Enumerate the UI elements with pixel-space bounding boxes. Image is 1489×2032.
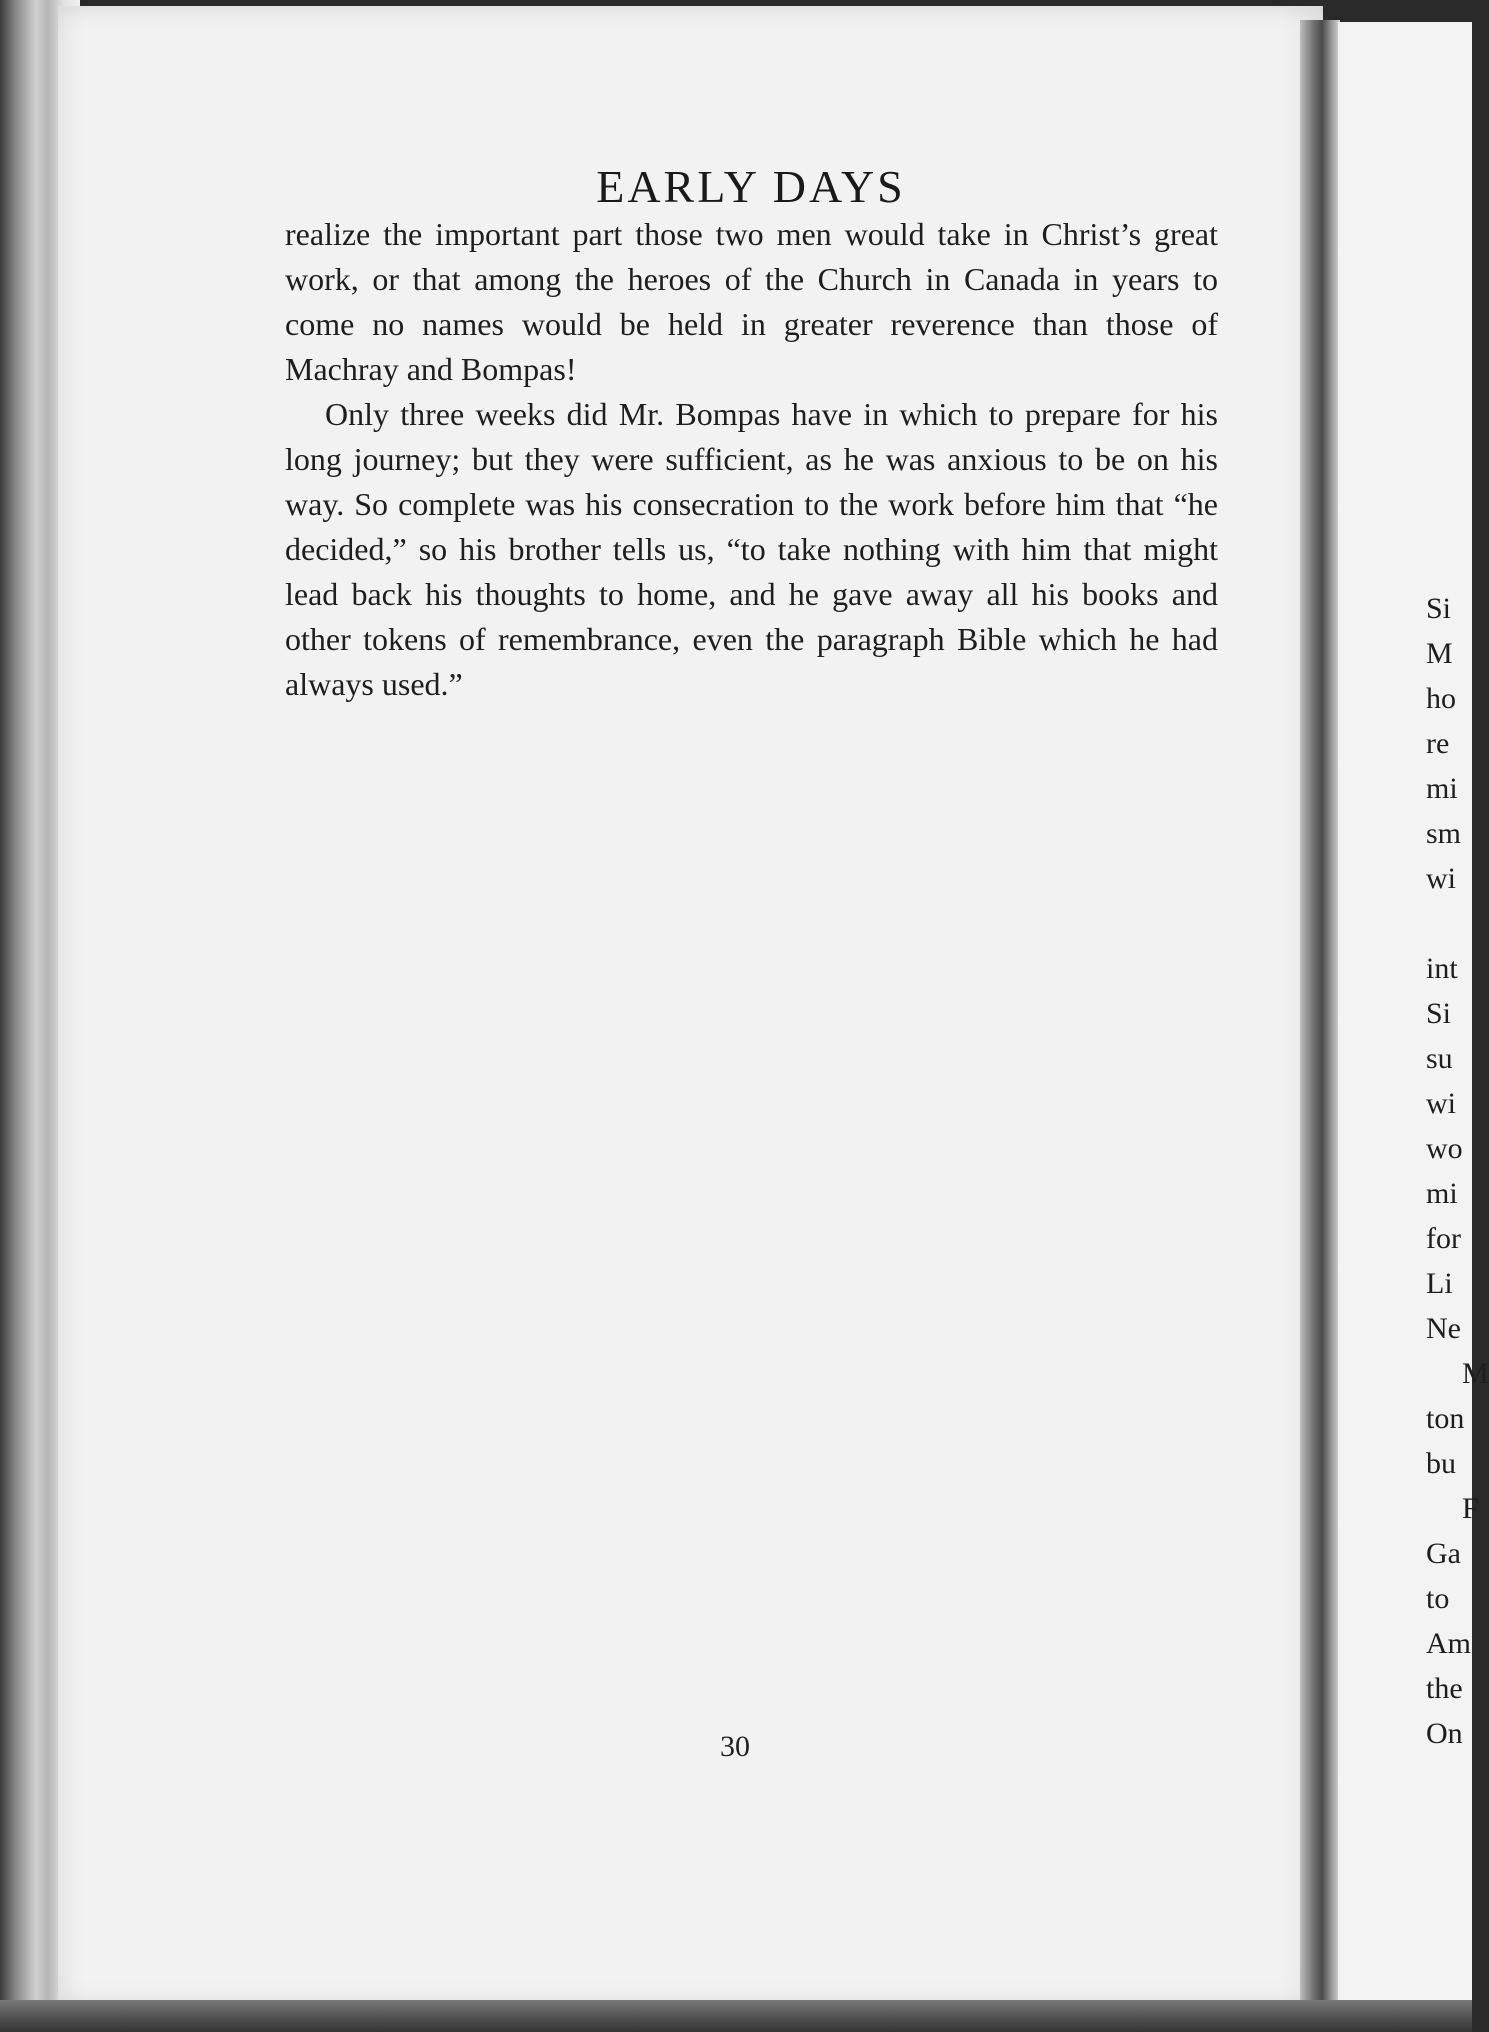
facing-page-line: wo	[1426, 1132, 1463, 1165]
page-number: 30	[720, 1730, 750, 1763]
facing-page-line: ho	[1426, 682, 1456, 715]
facing-page-line: mi	[1426, 1177, 1458, 1210]
facing-page-line: to	[1426, 1582, 1450, 1615]
facing-page-line: Li	[1426, 1267, 1453, 1300]
facing-page-line: su	[1426, 1042, 1453, 1075]
facing-page-line: Am	[1426, 1627, 1471, 1660]
paragraph-2: Only three weeks did Mr. Bompas have in which to prepare for his long journey; but they were sufficient, as he was anxious to be on his way. So complete was his consecration to the work before him that “he decided,” so his brother tells us, “to take nothing with him that might lead back his thoughts to home, and he gave away all his books and other tokens of remembrance, even the paragraph Bible which he had always used.”	[285, 396, 1218, 702]
facing-page-line: for	[1426, 1222, 1461, 1255]
facing-page-line: re	[1426, 727, 1450, 760]
facing-page-line: M	[1462, 1357, 1489, 1390]
facing-page-line: mi	[1426, 772, 1458, 805]
facing-page-line: the	[1426, 1672, 1463, 1705]
facing-page-line: sm	[1426, 817, 1462, 850]
book-gutter	[1300, 20, 1340, 2020]
facing-page-line: ton	[1426, 1402, 1465, 1435]
facing-page-line	[1426, 901, 1489, 946]
facing-page-line: Si	[1426, 592, 1452, 625]
paragraph-1: realize the important part those two men would take in Christ’s great work, or that among the heroes of the Church in Canada in years to come no names would be held in greater reverence than those of Machray and Bompas!	[285, 216, 1218, 387]
book-bottom-edge	[0, 2000, 1472, 2032]
facing-page-line: int	[1426, 952, 1458, 985]
facing-page-line: M	[1426, 637, 1453, 670]
facing-page-line: bu	[1426, 1447, 1456, 1480]
facing-page-line: Ne	[1426, 1312, 1461, 1345]
facing-page-line: On	[1426, 1717, 1463, 1750]
facing-page-line: F	[1462, 1492, 1479, 1525]
facing-page-line: wi	[1426, 862, 1456, 895]
facing-page-text	[1426, 586, 1489, 1756]
facing-page-line: wi	[1426, 1087, 1456, 1120]
facing-page-line: Si	[1426, 997, 1452, 1030]
running-title: EARLY DAYS	[596, 161, 906, 212]
body-text	[285, 212, 1218, 707]
facing-page-line: Ga	[1426, 1537, 1461, 1570]
